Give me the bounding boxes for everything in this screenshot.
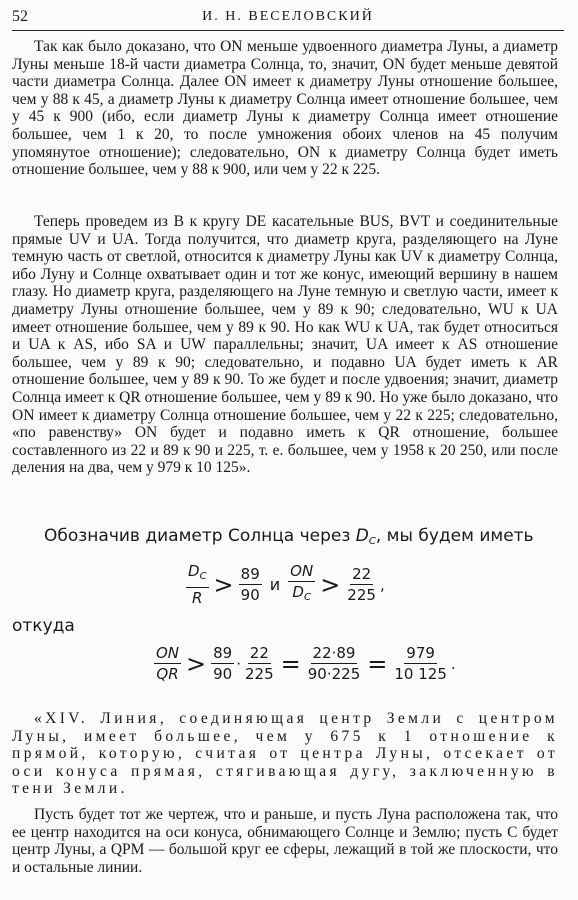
denote-sun-diameter-line: [44, 526, 534, 547]
fraction-979-10125: $\frac{979}{10 125}$: [394, 644, 447, 683]
denote-text: Обозначив диаметр Солнца через: [44, 526, 351, 546]
fraction-89-90: $\frac{89}{90}$: [240, 565, 260, 604]
paragraph-3-text: Пусть будет тот же чертеж, что и раньше, и пусть Луна расположена так, что ее центр находится на оси конуса, обнимающего Солнце и Землю; пусть C будет центр Луны, а QPM — большой круг ее сферы, лежащий в той же плоскости, что и остальные линии.: [12, 806, 558, 876]
paragraph-1: [12, 38, 558, 179]
sun-diameter-symbol: $D_С$: [355, 526, 376, 547]
fraction-product: $\frac{22\cdot 89}{90\cdot 225}$: [307, 644, 361, 683]
fraction-22-225: $\frac{22}{225}$: [245, 644, 274, 683]
paragraph-3: [12, 806, 558, 876]
page-header: [12, 6, 564, 31]
fraction-dc-r: $\frac{D_С}{R}$: [188, 562, 207, 607]
formula-inequalities: [184, 562, 385, 607]
paragraph-2: [12, 213, 558, 477]
multiply-dot: ·: [236, 654, 242, 673]
greater-than-sign: >: [320, 570, 341, 599]
formula-result: [152, 644, 456, 683]
paragraph-1-text: Так как было доказано, что ON меньше удвоенного диаметра Луны, а диаметр Луны меньше 18-й части диаметра Солнца, то, значит, ON будет меньше девятой части диаметра Солнца. Далее ON имеет к диаметру Луны отношение большее, чем у 88 к 45, а диаметр Луны к диаметру Солнца имеет отношение большее, чем у 45 к 900 (ибо, если диаметр Луны к диаметру Солнца имеет отношение большее, чем 1 к 20, то после умножения обоих членов на 45 получим упомянутое отношение); следовательно, ON к диаметру Солнца будет иметь отношение большее, чем у 88 к 900, или чем у 22 к 225.: [12, 38, 558, 179]
proposition-xiv: [12, 710, 558, 798]
denote-text-end: , мы будем иметь: [375, 526, 534, 546]
fraction-89-90: $\frac{89}{90}$: [213, 644, 233, 683]
greater-than-sign: >: [213, 570, 234, 599]
page-number: 52: [12, 8, 28, 25]
equals-sign: =: [280, 649, 301, 678]
fraction-on-dc: $\frac{ON}{D_С}$: [290, 562, 314, 603]
proposition-xiv-text: «XIV. Линия, соединяющая центр Земли с центром Луны, имеет большее, чем у 675 к 1 отношение к прямой, которую, считая от центра Луны, отсекает от оси конуса прямая, стягивающая дугу, заключенную в тени Земли.: [12, 710, 558, 798]
fraction-22-225: $\frac{22}{225}$: [347, 565, 376, 604]
running-head: И. Н. ВЕСЕЛОВСКИЙ: [202, 9, 374, 24]
conjunction-and: и: [269, 575, 281, 594]
equals-sign: =: [367, 649, 388, 678]
comma: ,: [379, 575, 385, 594]
paragraph-2-text: Теперь проведем из B к кругу DE касательные BUS, BVT и соединительные прямые UV и UA. Тогда получится, что диаметр круга, разделяющего на Луне темную часть от светлой, относится к диаметру Луны как UV к диаметру Солнца, ибо Луну и Солнце охватывает один и тот же конус, имеющий вершину в нашем глазу. Но диаметр круга, разделяющего на Луне темную и светлую части, имеет к диаметру Луны отношение большее, чем у 89 к 90; следовательно, WU к UA имеет отношение большее, чем у 89 к 90. Но как WU к UA, так будет относиться и UA к AS, ибо SA и UW параллельны; значит, UA имеет к AS отношение большее, чем у 89 к 90; следовательно, и подавно UA будет иметь к AR отношение большее, чем у 89 к 90. То же будет и после удвоения; значит, диаметр Солнца имеет к QR отношение большее, чем у 89 к 90. Но уже было доказано, что ON имеет к диаметру Солнца отношение большее, чем у 22 к 225; следовательно, «по равенству» ON будет и подавно иметь к QR отношение, большее составленного из 22 и 89 к 90 и 225, т. е. большее, чем у 1958 к 20 250, или после деления на два, чем у 979 к 10 125».: [12, 213, 558, 477]
fraction-on-qr: $\frac{ON}{QR}$: [156, 644, 180, 683]
period: .: [450, 654, 456, 673]
greater-than-sign: >: [186, 649, 207, 678]
whence-word: откуда: [12, 616, 75, 636]
